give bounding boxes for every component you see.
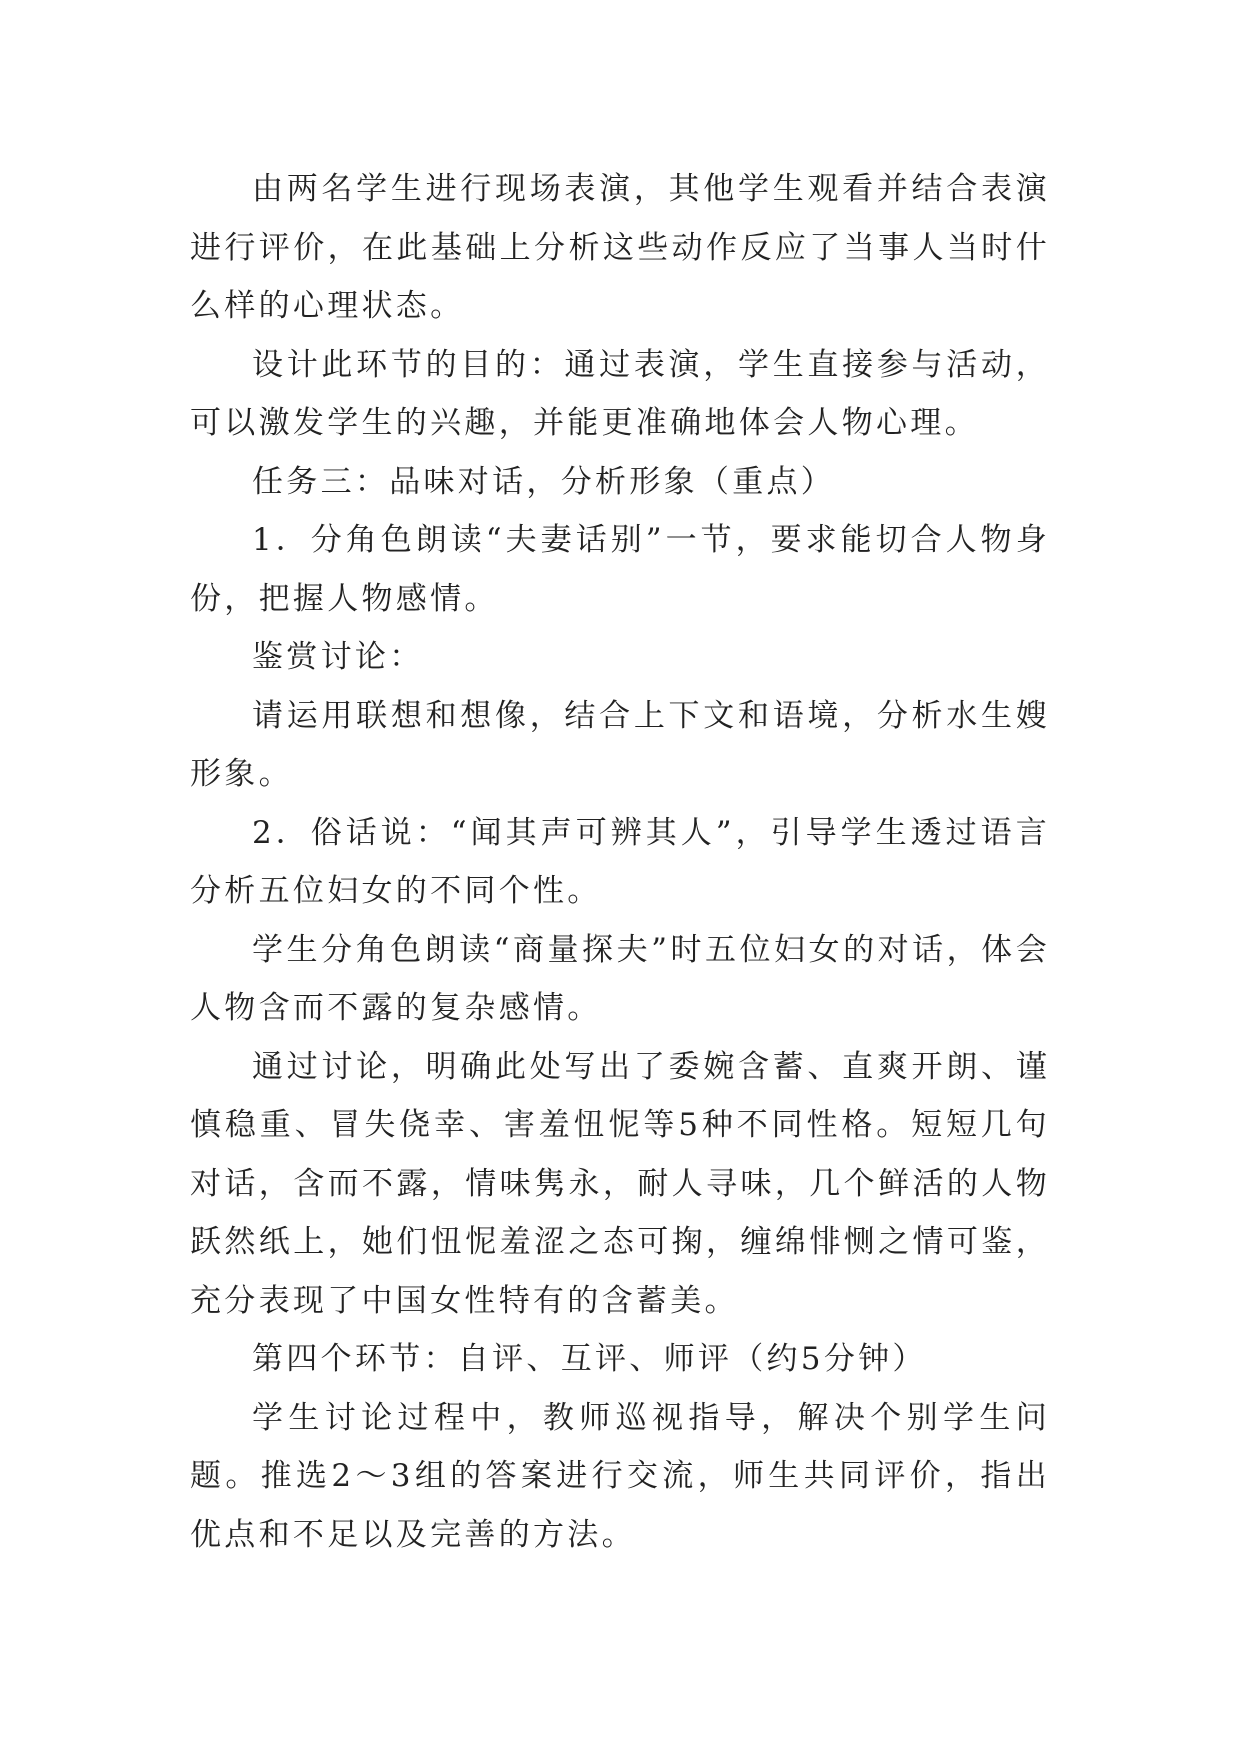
paragraph: 鉴赏讨论： xyxy=(252,639,424,675)
paragraph: 学生讨论过程中，教师巡视指导，解决个别学生问题。推选2～3组的答案进行交流，师生共同评价，指出优点和不足以及完善的方法。 xyxy=(190,1399,1050,1553)
paragraph: 请运用联想和想像，结合上下文和语境，分析水生嫂形象。 xyxy=(190,697,1050,792)
section-heading: 第四个环节：自评、互评、师评（约5分钟） xyxy=(252,1341,927,1377)
paragraph: 设计此环节的目的：通过表演，学生直接参与活动，可以激发学生的兴趣，并能更准确地体会人物心理。 xyxy=(190,346,1050,441)
section-heading: 任务三：品味对话，分析形象（重点） xyxy=(252,463,836,500)
paragraph: 1．分角色朗读“夫妻话别”一节，要求能切合人物身份，把握人物感情。 xyxy=(190,522,1050,617)
paragraph: 学生分角色朗读“商量探夫”时五位妇女的对话，体会人物含而不露的复杂感情。 xyxy=(190,931,1050,1026)
paragraph: 通过讨论，明确此处写出了委婉含蓄、直爽开朗、谨慎稳重、冒失侥幸、害羞忸怩等5种不同性格。短短几句对话，含而不露，情味隽永，耐人寻味，几个鲜活的人物跃然纸上，她们忸怩羞涩之态可掬，缠绵悱恻之情可鉴，充分表现了中国女性特有的含蓄美。 xyxy=(190,1048,1050,1319)
paragraph: 2．俗话说：“闻其声可辨其人”，引导学生透过语言分析五位妇女的不同个性。 xyxy=(190,814,1050,909)
paragraph: 由两名学生进行现场表演，其他学生观看并结合表演进行评价，在此基础上分析这些动作反应了当事人当时什么样的心理状态。 xyxy=(190,171,1050,324)
document-body xyxy=(190,160,1050,1564)
